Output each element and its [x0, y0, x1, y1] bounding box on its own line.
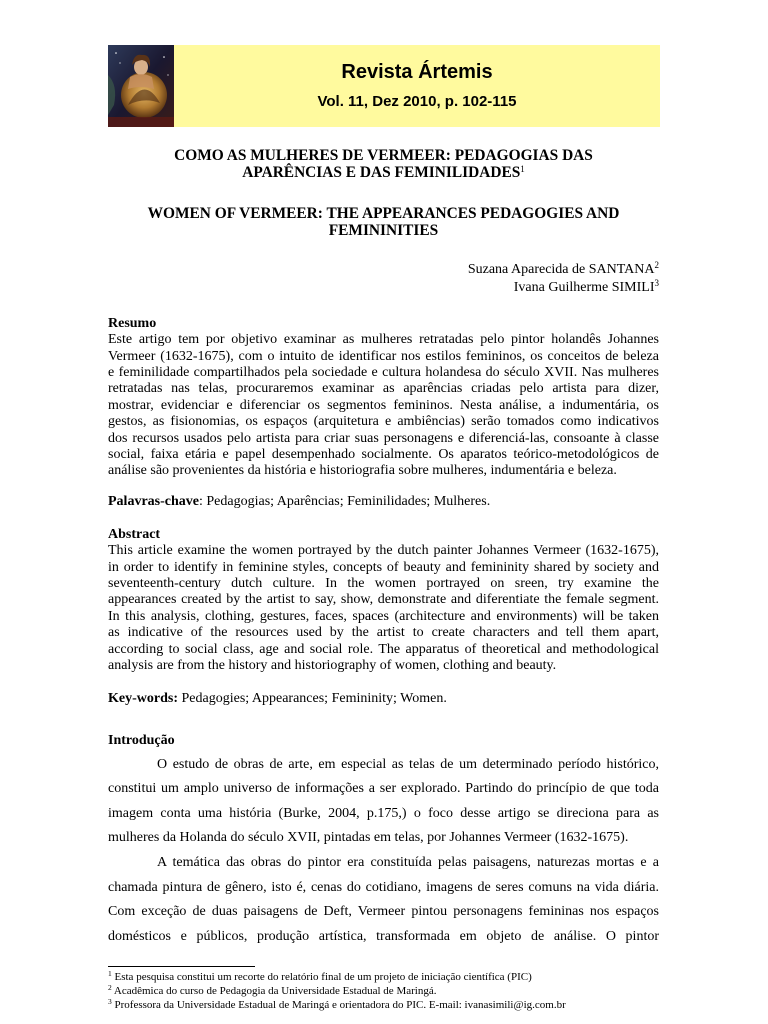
keywords-en — [108, 691, 659, 707]
introduction-body — [108, 753, 659, 950]
journal-volume-info: Vol. 11, Dez 2010, p. 102-115 — [317, 93, 517, 110]
footnote-ref: 2 — [654, 260, 659, 270]
title-pt-line-text: APARÊNCIAS E DAS FEMINILIDADES — [242, 163, 521, 181]
artemis-painting-icon — [108, 45, 174, 127]
abstract-line: in order to identify in feminine styles, concepts of beauty and femininity shared by society and — [108, 559, 659, 575]
resumo-section — [108, 316, 659, 480]
title-en-line: FEMININITIES — [328, 221, 439, 239]
resumo-heading: Resumo — [108, 315, 157, 331]
abstract-heading: Abstract — [108, 526, 161, 542]
introduction-line: mulheres da Holanda do século XVII, pintadas em telas, por Johannes Vermeer (1632-1675). — [108, 830, 629, 846]
abstract-line: appearances created by the artist to say, show, demonstrate and diferentiate the female segment. — [108, 592, 659, 608]
introduction-heading-block — [108, 733, 659, 749]
keywords-pt-label: Palavras-chave — [108, 493, 199, 509]
resumo-line: análise são provenientes da história e historiografia sobre mulheres, indumentária e beleza. — [108, 463, 617, 479]
keywords-en-label: Key-words: — [108, 690, 178, 706]
article-title-en — [108, 205, 659, 239]
resumo-line: mostrar, evidenciar e diferenciar os segmentos femininos. Nesta análise, a indumentária, os — [108, 397, 659, 413]
footnotes — [108, 970, 668, 1012]
footnote-ref: 3 — [654, 278, 659, 288]
footnote-number: 3 — [108, 997, 112, 1006]
introduction-line: A temática das obras do pintor era constituída pelas paisagens, naturezas mortas e a — [157, 855, 659, 871]
abstract-line: seventeenth-century dutch culture. In the women portrayed on sreen, try examine the — [108, 575, 659, 591]
author-name: Ivana Guilherme SIMILI — [513, 280, 655, 295]
title-pt-line — [108, 164, 659, 181]
resumo-line: dos recursos usados pelo artista para criar suas personagens e diferenciá-las, consoante à classe — [108, 430, 659, 446]
introduction-line: O estudo de obras de arte, em especial as telas de um determinado período histórico, — [157, 756, 659, 772]
footnote-text: Professora da Universidade Estadual de Maringá e orientadora do PIC. E-mail: ivanasimili@ig.com.br — [114, 999, 566, 1011]
abstract-section — [108, 527, 659, 675]
resumo-line: social, faixa etária e papel desempenhado socialmente. Os aparatos teórico-metodológicos de — [108, 446, 659, 462]
authors — [108, 261, 659, 297]
abstract-line: as indicative of the resources used by the artist to create characters and tell them apart, — [108, 625, 659, 641]
resumo-line: retratadas nas telas, procuraremos examinar as aparências criadas pelo artista para dizer, — [108, 381, 659, 397]
footnote-1 — [108, 970, 668, 984]
resumo-line: Este artigo tem por objetivo examinar as mulheres retratadas pelo pintor holandês Johannes — [108, 332, 659, 348]
footnote-separator — [108, 966, 255, 967]
journal-header — [108, 45, 660, 127]
author — [108, 261, 659, 279]
author-name: Suzana Aparecida de SANTANA — [467, 262, 655, 277]
introduction-line: domésticos e públicos, produção artística, transformada em objeto de análise. O pintor — [108, 928, 659, 944]
introduction-line: Com exceção de duas paisagens de Deft, Vermeer pintou personagens femininas nos espaços — [108, 904, 659, 920]
abstract-line: analysis are from the history and historiography of women, clothing and beauty. — [108, 657, 557, 673]
footnote-number: 2 — [108, 983, 112, 992]
journal-title: Revista Ártemis — [341, 61, 493, 83]
introduction-heading: Introdução — [108, 733, 175, 748]
footnote-text: Esta pesquisa constitui um recorte do relatório final de um projeto de iniciação científica (PIC) — [114, 971, 532, 983]
footnote-2 — [108, 984, 668, 998]
keywords-pt-text: : Pedagogias; Aparências; Feminilidades; Mulheres. — [198, 493, 491, 509]
introduction-line: imagem conta uma história (Burke, 2004, p.175,) o foco desse artigo se direciona para as — [108, 805, 659, 821]
abstract-line: In this analysis, clothing, gestures, faces, spaces (architecture and environments) will be taken — [108, 608, 659, 624]
abstract-line: according to social class, age and social role. The apparatus of theoretical and methodological — [108, 641, 659, 657]
title-pt-line: COMO AS MULHERES DE VERMEER: PEDAGOGIAS DAS — [174, 146, 593, 164]
introduction-line: constitui um amplo universo de informações a ser explorado. Partindo do princípio de que toda — [108, 781, 659, 797]
resumo-line: Vermeer (1632-1675), com o intuito de identificar nos estilos femininos, os conceitos de beleza — [108, 348, 659, 364]
resumo-line: gestos, as fisionomias, os espaços (arquitetura e ambiências) serão tomados como indicativos — [108, 414, 659, 430]
keywords-en-text: Pedagogies; Appearances; Femininity; Women. — [181, 690, 447, 706]
footnote-3 — [108, 998, 668, 1012]
introduction-line: chamada pintura de gênero, isto é, cenas do cotidiano, imagens de seres comuns na vida diária. — [108, 879, 659, 895]
keywords-pt — [108, 494, 659, 510]
footnote-text: Acadêmica do curso de Pedagogia da Universidade Estadual de Maringá. — [113, 985, 437, 997]
abstract-line: This article examine the women portrayed by the dutch painter Johannes Vermeer (1632-1675), — [108, 543, 659, 559]
footnote-number: 1 — [108, 969, 112, 978]
title-en-line: WOMEN OF VERMEER: THE APPEARANCES PEDAGOGIES AND — [147, 204, 620, 222]
author — [108, 279, 659, 297]
resumo-line: e feminilidade compartilhados pela sociedade e cultura holandesa do século XVII. Nas mulheres — [108, 364, 659, 380]
article-title-pt — [108, 147, 659, 181]
footnote-ref: 1 — [520, 163, 525, 174]
